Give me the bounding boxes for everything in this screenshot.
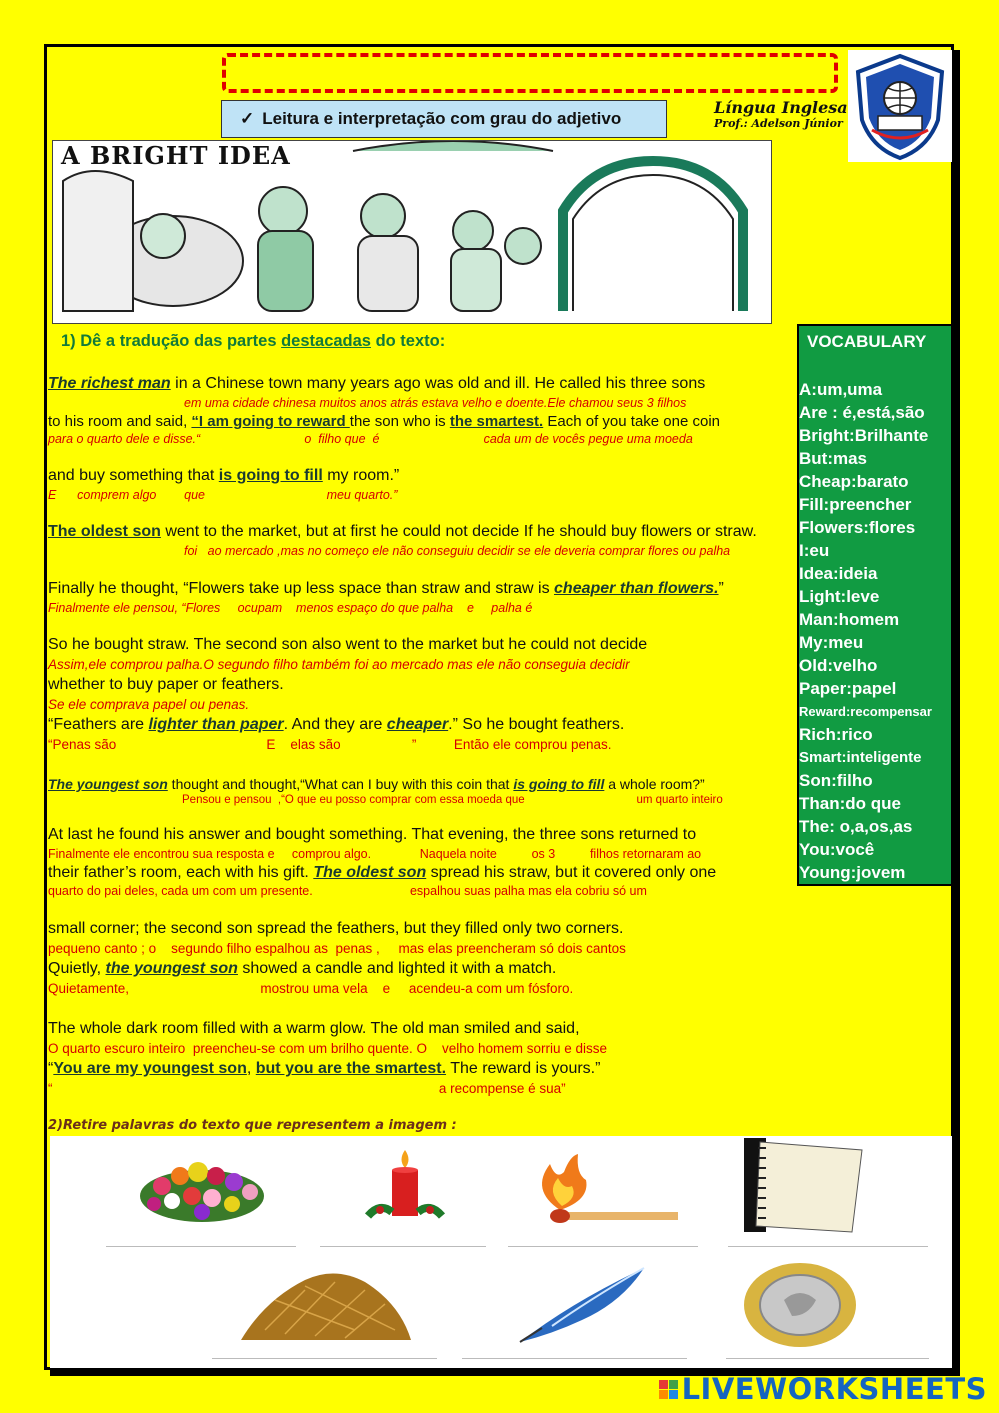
vocabulary-list — [799, 378, 951, 884]
vocab-item: Young:jovem — [799, 863, 906, 882]
translation-13: Quietamente, mostrou uma vela e acendeu-a com um fósforo. — [48, 981, 574, 996]
vocab-item: Man:homem — [799, 610, 900, 629]
answer-line[interactable] — [212, 1358, 437, 1359]
vocab-item: Light:leve — [799, 587, 880, 606]
text: .” So he bought feathers. — [448, 716, 625, 733]
vocab-item: Old:velho — [799, 656, 878, 675]
feather-icon — [512, 1262, 652, 1351]
highlight: “I am going to reward — [191, 413, 350, 430]
brand-text: LIVEWORKSHEETS — [681, 1372, 987, 1406]
highlight: is going to fill — [513, 776, 605, 792]
translation-14: O quarto escuro inteiro preencheu-se com um brilho quente. O velho homem sorriu e disse — [48, 1041, 608, 1056]
text: Each of you take one coin — [543, 413, 721, 430]
text: Quietly, — [48, 960, 106, 977]
translation-5: Finalmente ele pensou, “Flores ocupam menos espaço do que palha e palha é — [48, 601, 533, 615]
vocab-item: Idea:ideia — [799, 564, 878, 583]
translation-8: “Penas são E elas são ” Então ele comprou penas. — [48, 737, 612, 752]
text: , — [246, 1060, 256, 1077]
highlight: The richest man — [48, 375, 171, 392]
q1-underlined: destacadas — [281, 332, 371, 350]
match-icon — [520, 1150, 680, 1235]
question-1 — [61, 332, 445, 351]
flowers-icon — [132, 1146, 272, 1231]
story-line-11 — [48, 864, 716, 882]
story-line-1 — [48, 375, 705, 393]
text: to his room and said, — [48, 413, 192, 430]
vocab-item: My:meu — [799, 633, 864, 652]
text: spread his straw, but it covered only one — [426, 864, 717, 881]
vocab-item: Fill:preencher — [799, 495, 912, 514]
text: Finally he thought, “Flowers take up less space than straw and straw is — [48, 580, 555, 597]
vocab-item: The: o,a,os,as — [799, 817, 913, 836]
vocab-item: You:você — [799, 840, 875, 859]
vocabulary-box — [797, 324, 953, 886]
highlight: lighter than paper — [148, 716, 284, 733]
highlight: The oldest son — [48, 523, 161, 540]
highlight: is going to fill — [218, 467, 323, 484]
highlight: the youngest son — [105, 960, 238, 977]
highlight: but you are the smartest. — [255, 1060, 447, 1077]
text: thought and thought,“What can I buy with this coin that — [167, 776, 514, 792]
subject-name: Língua Inglesa — [714, 98, 848, 117]
vocab-item: Cheap:barato — [799, 472, 909, 491]
teacher-name: Prof.: Adelson Júnior — [714, 117, 843, 130]
text: The reward is yours.” — [446, 1060, 601, 1077]
highlight: cheaper than flowers. — [554, 580, 719, 597]
vocab-item: Smart:inteligente — [799, 749, 922, 766]
translation-15: “ a recompense é sua” — [48, 1081, 566, 1096]
story-line-8 — [48, 716, 624, 734]
text: my room.” — [322, 467, 400, 484]
translation-2: para o quarto dele e disse.“ o filho que é cada um de vocês pegue uma moeda — [48, 432, 693, 446]
story-line-15 — [48, 1060, 600, 1078]
school-crest-icon — [848, 50, 952, 162]
answer-line[interactable] — [508, 1246, 698, 1247]
lesson-subtitle — [221, 100, 667, 138]
translation-11: quarto do pai deles, cada um com um presente. espalhou suas palha mas ela cobriu só um — [48, 884, 647, 898]
highlight: The oldest son — [313, 864, 427, 881]
story-line-3 — [48, 467, 399, 485]
highlight: the smartest. — [449, 413, 544, 430]
text: “Feathers are — [48, 716, 149, 733]
answer-line[interactable] — [320, 1246, 486, 1247]
translation-7: Se ele comprava papel ou penas. — [48, 697, 250, 712]
straw-icon — [235, 1260, 415, 1350]
vocab-item: Flowers:flores — [799, 518, 916, 537]
vocab-item: Bright:Brilhante — [799, 426, 929, 445]
answer-line[interactable] — [726, 1358, 929, 1359]
story-line-7: whether to buy paper or feathers. — [48, 676, 284, 693]
q1-suffix: do texto: — [370, 332, 446, 350]
text: went to the market, but at first he could not decide If he should buy flowers or straw. — [160, 523, 757, 540]
answer-line[interactable] — [462, 1358, 687, 1359]
subtitle-text: Leitura e interpretação com grau do adjetivo — [262, 109, 622, 128]
subject-block — [714, 98, 848, 130]
coin-icon — [740, 1260, 860, 1355]
liveworksheets-logo — [659, 1372, 987, 1406]
story-line-14: The whole dark room filled with a warm glow. The old man smiled and said, — [48, 1020, 580, 1037]
comic-title: A BRIGHT IDEA — [61, 141, 291, 170]
vocab-item: Are : é,está,são — [799, 403, 925, 422]
highlight: cheaper — [386, 716, 449, 733]
story-line-9 — [48, 776, 705, 792]
story-line-2 — [48, 413, 720, 430]
vocab-item: Rich:rico — [799, 725, 873, 744]
title-box — [222, 53, 838, 93]
text: a whole room?” — [604, 776, 705, 792]
story-line-6: So he bought straw. The second son also went to the market but he could not decide — [48, 636, 648, 653]
translation-4: foi ao mercado ,mas no começo ele não conseguiu decidir se ele deveria comprar flores ou palha — [184, 544, 731, 558]
vocab-item: Son:filho — [799, 771, 873, 790]
translation-9: Pensou e pensou ,“O que eu posso comprar com essa moeda que um quarto inteiro — [182, 794, 723, 806]
image-grid — [50, 1136, 952, 1368]
text: . And they are — [283, 716, 387, 733]
check-icon: ✓ — [240, 109, 255, 128]
story-line-12: small corner; the second son spread the feathers, but they filled only two corners. — [48, 920, 624, 937]
text: “ — [48, 1060, 54, 1077]
text: showed a candle and lighted it with a match. — [237, 960, 557, 977]
vocabulary-title: VOCABULARY — [807, 332, 927, 351]
translation-3: E comprem algo que meu quarto.” — [48, 488, 398, 502]
vocab-item: But:mas — [799, 449, 868, 468]
paper-icon — [740, 1136, 870, 1241]
translation-12: pequeno canto ; o segundo filho espalhou as penas , mas elas preencheram só dois cantos — [48, 941, 626, 956]
translation-1: em uma cidade chinesa muitos anos atrás estava velho e doente.Ele chamou seus 3 filhos — [184, 396, 687, 410]
story-line-10: At last he found his answer and bought something. That evening, the three sons returned to — [48, 826, 697, 843]
translation-10: Finalmente ele encontrou sua resposta e comprou algo. Naquela noite os 3 filhos retornaram ao — [48, 847, 702, 861]
vocab-item: Reward:recompensar — [799, 704, 932, 719]
vocab-item: A:um,uma — [799, 380, 883, 399]
question-2: 2)Retire palavras do texto que representem a imagem : — [48, 1118, 457, 1133]
answer-line[interactable] — [728, 1246, 928, 1247]
story-line-13 — [48, 960, 556, 978]
text: their father’s room, each with his gift. — [48, 864, 314, 881]
vocab-item: Paper:papel — [799, 679, 897, 698]
text: the son who is — [349, 413, 450, 430]
text: in a Chinese town many years ago was old and ill. He called his three sons — [170, 375, 706, 392]
answer-line[interactable] — [106, 1246, 296, 1247]
q1-prefix: 1) Dê a tradução das partes — [61, 332, 282, 350]
text: and buy something that — [48, 467, 219, 484]
highlight: You are my youngest son — [53, 1060, 247, 1077]
candle-icon — [360, 1146, 450, 1231]
highlight: The youngest son — [48, 776, 168, 792]
translation-6: Assim,ele comprou palha.O segundo filho também foi ao mercado mas ele não conseguia decidir — [48, 657, 630, 672]
comic-illustration — [52, 140, 772, 324]
story-line-4 — [48, 523, 757, 541]
liveworksheets-icon — [659, 1380, 678, 1399]
vocab-item: I:eu — [799, 541, 830, 560]
story-line-5 — [48, 580, 724, 598]
text: ” — [718, 580, 724, 597]
vocab-item: Than:do que — [799, 794, 901, 813]
